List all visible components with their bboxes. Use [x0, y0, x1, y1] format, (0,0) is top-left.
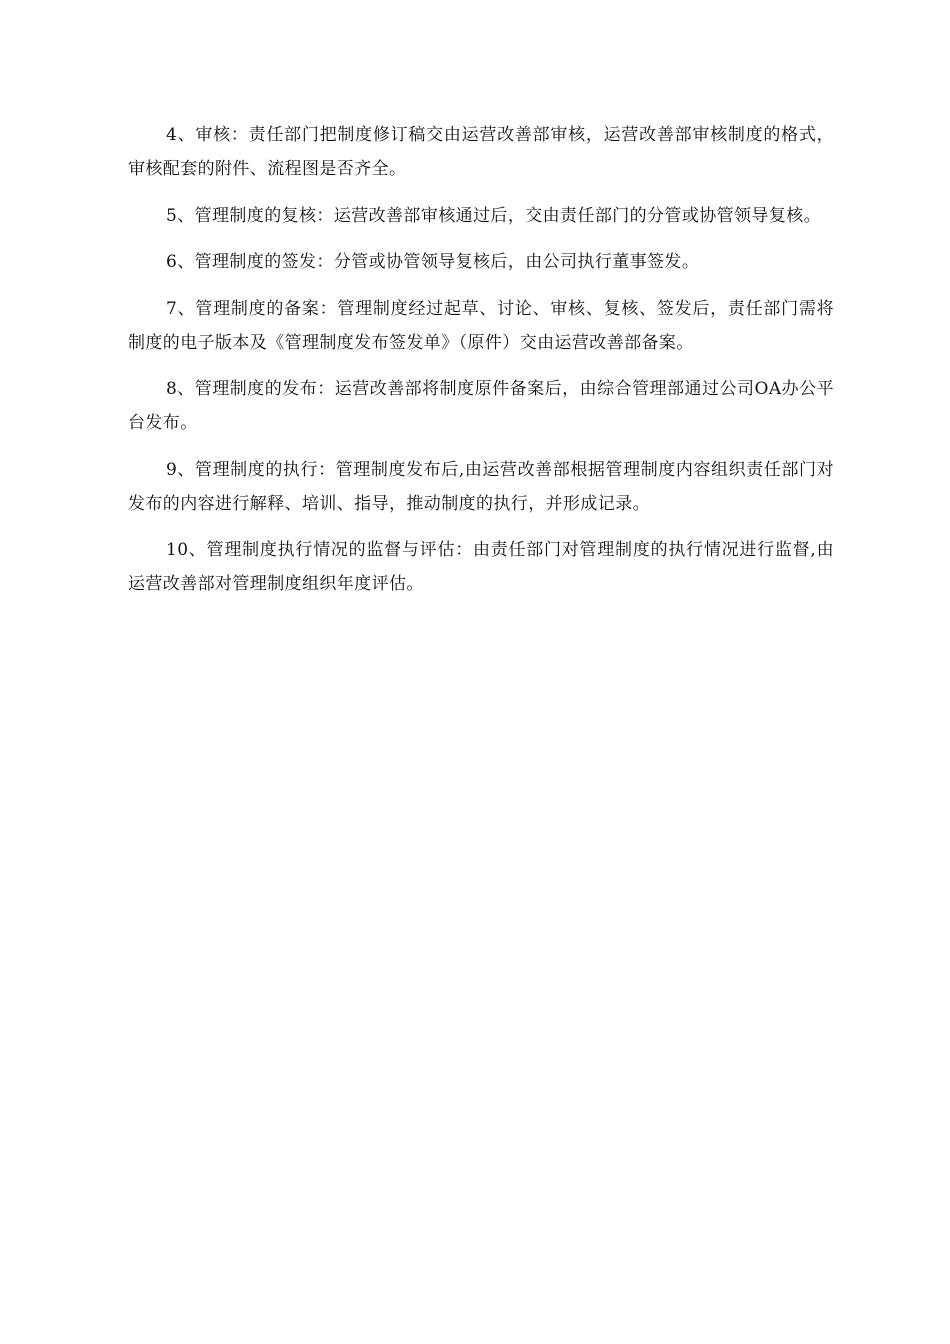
paragraph-sign-off: 6、管理制度的签发：分管或协管领导复核后，由公司执行董事签发。	[166, 252, 700, 272]
paragraph-filing: 7、管理制度的备案：管理制度经过起草、讨论、审核、复核、签发后，责任部门需将制度的电子版本及《管理制度发布签发单》（原件）交由运营改善部备案。	[128, 298, 834, 353]
paragraph-recheck: 5、管理制度的复核：运营改善部审核通过后，交由责任部门的分管或协管领导复核。	[166, 205, 822, 226]
document-body	[128, 118, 834, 614]
paragraph-publishing: 8、管理制度的发布：运营改善部将制度原件备案后，由综合管理部通过公司OA办公平台发布。	[128, 379, 834, 433]
paragraph-review: 4、审核：责任部门把制度修订稿交由运营改善部审核，运营改善部审核制度的格式，审核配套的附件、流程图是否齐全。	[128, 125, 834, 179]
paragraph-execution: 9、管理制度的执行：管理制度发布后,由运营改善部根据管理制度内容组织责任部门对发布的内容进行解释、培训、指导，推动制度的执行，并形成记录。	[128, 459, 834, 514]
paragraph-supervision-evaluation: 10、管理制度执行情况的监督与评估：由责任部门对管理制度的执行情况进行监督,由运营改善部对管理制度组织年度评估。	[128, 540, 834, 594]
